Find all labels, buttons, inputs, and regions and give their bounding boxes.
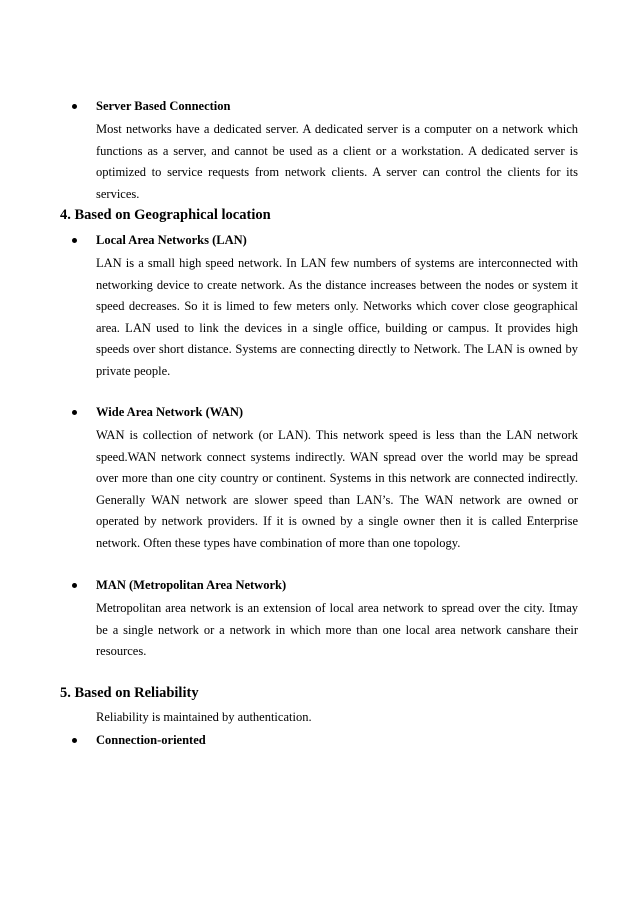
lan-title: Local Area Networks (LAN) (96, 233, 247, 247)
reliability-heading: 5. Based on Reliability (60, 685, 199, 701)
bullet-icon (72, 738, 77, 743)
reliability-text: Reliability is maintained by authentication. (96, 710, 312, 724)
lan-text: LAN is a small high speed network. In LAN few numbers of systems are interconnected with networking device to create network. As the distance increases between the nodes or system it speed decreases. So it is limed to few meters only. Networks which cover close geographical area. LAN used to link the devices in a single office, building or campus. It provides high speeds over short distance. Systems are connecting directly to Network. The LAN is owned by private people. (96, 256, 578, 378)
lan-section (96, 231, 578, 382)
bullet-icon (72, 410, 77, 415)
wan-text: WAN is collection of network (or LAN). This network speed is less than the LAN network speed.WAN network connect systems indirectly. WAN spread over the world may be spread over more than one city country or continent. Systems in this network are connected indirectly. Generally WAN network are slower speed than LAN’s. The WAN network are owned or operated by network providers. If it is owned by a single owner then it is called Enterprise network. Often these types have combination of more than one topology. (96, 428, 578, 550)
bullet-icon (72, 583, 77, 588)
connection-oriented-section (96, 731, 578, 749)
server-based-title: Server Based Connection (96, 99, 231, 113)
man-section (96, 576, 578, 663)
connection-oriented-title: Connection-oriented (96, 733, 206, 747)
server-based-text: Most networks have a dedicated server. A dedicated server is a computer on a network which functions as a server, and cannot be used as a client or a workstation. A dedicated server is optimized to service requests from network clients. A server can control the clients for its services. (96, 122, 578, 201)
man-text: Metropolitan area network is an extension of local area network to spread over the city. Itmay be a single network or a network in which more than one local area network canshare their resources. (96, 601, 578, 658)
server-based-section (96, 97, 578, 205)
bullet-icon (72, 238, 77, 243)
wan-title: Wide Area Network (WAN) (96, 405, 244, 419)
bullet-icon (72, 104, 77, 109)
geo-heading: 4. Based on Geographical location (60, 207, 271, 223)
man-title: MAN (Metropolitan Area Network) (96, 578, 287, 592)
wan-section (96, 403, 578, 554)
